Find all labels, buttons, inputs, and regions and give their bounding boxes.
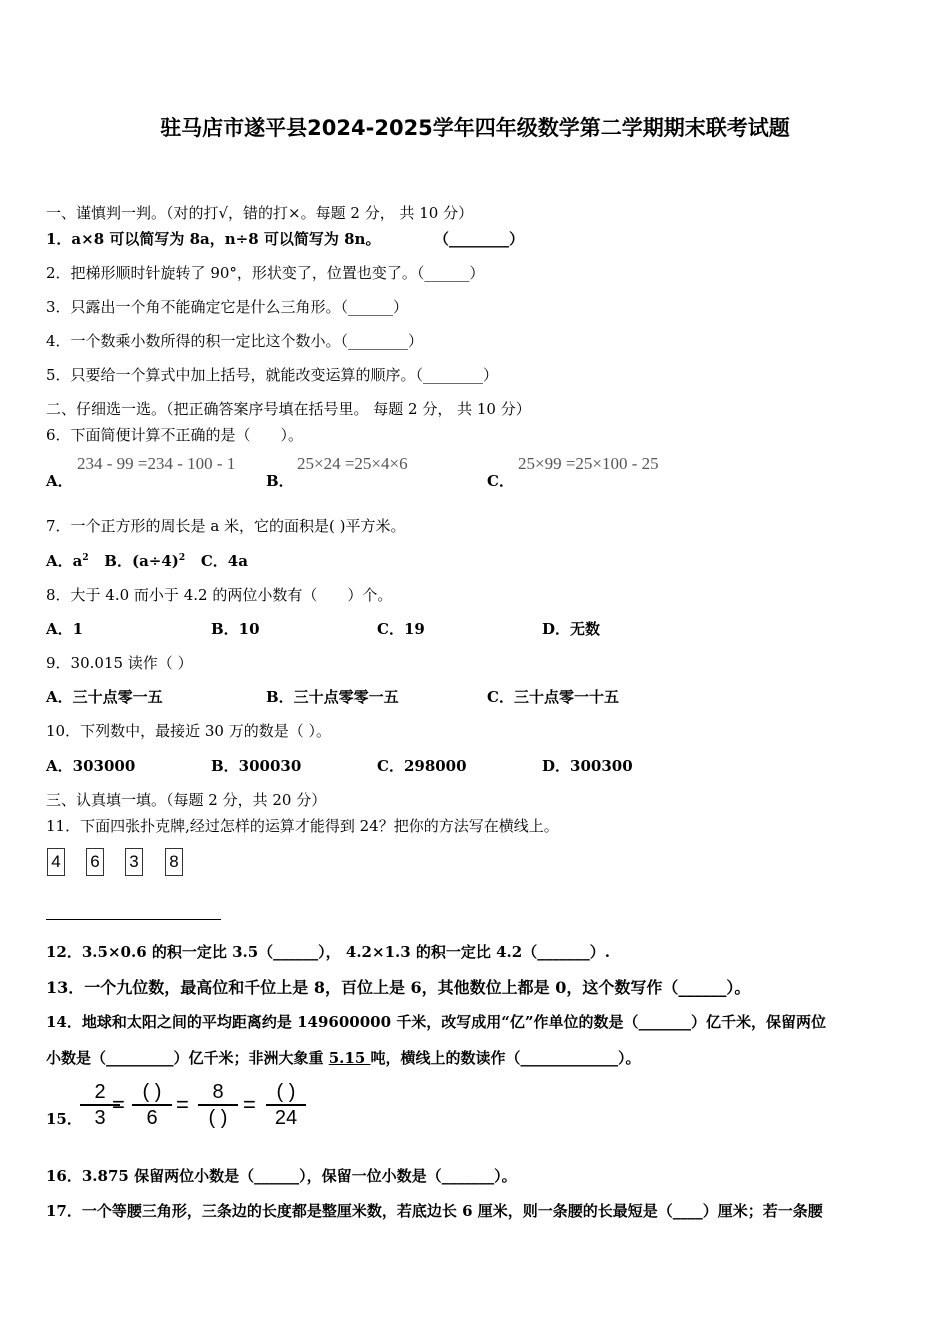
question-15-label: 15．: [46, 1110, 82, 1128]
question-1: [46, 228, 525, 249]
q8-option-d: D．无数: [542, 620, 601, 638]
q6-option-b-label: B．: [266, 472, 294, 490]
section2-header: 二、仔细选一选。（把正确答案序号填在括号里。 每题 2 分， 共 10 分）: [46, 400, 531, 418]
q9-option-a: A．三十点零一五: [46, 688, 163, 706]
question-14-line1: 14．地球和太阳之间的平均距离约是 149600000 千米，改写成用“亿”作单位的数是（_______）亿千米，保留两位: [46, 1013, 827, 1031]
question-3: 3．只露出一个角不能确定它是什么三角形。（______）: [46, 298, 409, 316]
question-1-text: 1．a×8 可以简写为 8a，n÷8 可以简写为 8n。: [46, 230, 381, 248]
question-11: 11．下面四张扑克牌,经过怎样的运算才能得到 24？把你的方法写在横线上。: [46, 817, 559, 835]
page-title: 驻马店市遂平县2024-2025学年四年级数学第二学期期末联考试题: [160, 116, 790, 140]
question-4: 4．一个数乘小数所得的积一定比这个数小。（________）: [46, 332, 424, 350]
q15-eq-1: =: [112, 1092, 125, 1117]
question-6: 6．下面简便计算不正确的是（ ）。: [46, 426, 304, 444]
q15-f2-numerator: ( ): [142, 1081, 162, 1103]
section1-header: 一、谨慎判一判。（对的打√，错的打×。每题 2 分， 共 10 分）: [46, 204, 474, 222]
question-2: 2．把梯形顺时针旋转了 90°，形状变了，位置也变了。（______）: [46, 264, 485, 282]
q15-f3-numerator: 8: [212, 1081, 224, 1103]
poker-card-3: 3: [125, 848, 143, 876]
q15-f3-denominator: ( ): [198, 1104, 238, 1130]
q7-option-b: B．(a÷4): [104, 552, 179, 570]
q10-option-c: C．298000: [377, 757, 467, 775]
poker-card-2: 6: [86, 848, 104, 876]
q9-option-c: C．三十点零一十五: [487, 688, 619, 706]
q6-option-b-formula: 25×24 =25×4×6: [297, 454, 408, 473]
q15-fraction-2: [132, 1080, 172, 1130]
q14-underlined-weight: 5.15: [328, 1049, 371, 1067]
q6-option-c-label: C．: [487, 472, 514, 490]
poker-card-4: 8: [165, 848, 183, 876]
question-17: 17．一个等腰三角形，三条边的长度都是整厘米数，若底边长 6 厘米，则一条腰的长最短是（____）厘米；若一条腰: [46, 1202, 823, 1220]
section3-header: 三、认真填一填。（每题 2 分，共 20 分）: [46, 791, 327, 809]
question-16: 16．3.875 保留两位小数是（______），保留一位小数是（_______）。: [46, 1167, 517, 1185]
q6-option-a-formula: 234 - 99 =234 - 100 - 1: [77, 454, 236, 473]
q15-f4-denominator: 24: [266, 1104, 306, 1130]
question-1-blank: （________）: [434, 230, 525, 248]
q7-option-b-exponent: 2: [178, 553, 186, 563]
question-7: 7．一个正方形的周长是 a 米，它的面积是( )平方米。: [46, 517, 406, 535]
question-14-line2: [46, 1047, 641, 1068]
q7-option-a: A．a: [46, 552, 83, 570]
q15-eq-3: =: [243, 1092, 256, 1117]
q6-option-c-formula: 25×99 =25×100 - 25: [518, 454, 659, 473]
q10-option-d: D．300300: [542, 757, 633, 775]
q14-line2-end: 吨，横线上的数读作（_____________）。: [370, 1049, 641, 1067]
question-9: 9．30.015 读作（ ）: [46, 654, 193, 672]
q10-option-a: A．303000: [46, 757, 136, 775]
question-5: 5．只要给一个算式中加上括号，就能改变运算的顺序。（________）: [46, 366, 499, 384]
question-12: 12．3.5×0.6 的积一定比 3.5（______）， 4.2×1.3 的积一定比 4.2（_______）.: [46, 943, 610, 961]
question-8: 8．大于 4.0 而小于 4.2 的两位小数有（ ）个。: [46, 586, 393, 604]
q8-option-b: B．10: [211, 620, 260, 638]
q15-f2-denominator: 6: [132, 1104, 172, 1130]
q15-fraction-3: [198, 1080, 238, 1130]
q15-eq-2: =: [176, 1092, 189, 1117]
q9-option-b: B．三十点零零一五: [266, 688, 399, 706]
q15-f4-numerator: ( ): [276, 1081, 296, 1103]
q10-option-b: B．300030: [211, 757, 302, 775]
q15-f1-denominator: 3: [80, 1104, 120, 1130]
q8-option-a: A．1: [46, 620, 84, 638]
q6-option-a-label: A．: [46, 472, 73, 490]
q7-option-a-exponent: 2: [82, 553, 89, 563]
q15-fraction-4: [266, 1080, 306, 1130]
q14-line2-start: 小数是（_________）亿千米；非洲大象重: [46, 1049, 329, 1067]
question-10: 10．下列数中，最接近 30 万的数是（ ）。: [46, 722, 331, 740]
q11-answer-line: [46, 919, 221, 920]
poker-card-1: 4: [47, 848, 65, 876]
q7-options: [46, 550, 248, 571]
q7-option-c: C．4a: [200, 552, 248, 570]
q8-option-c: C．19: [377, 620, 425, 638]
q15-f1-numerator: 2: [94, 1081, 106, 1103]
question-13: 13．一个九位数，最高位和千位上是 8，百位上是 6，其他数位上都是 0，这个数写作（______）。: [46, 978, 751, 997]
